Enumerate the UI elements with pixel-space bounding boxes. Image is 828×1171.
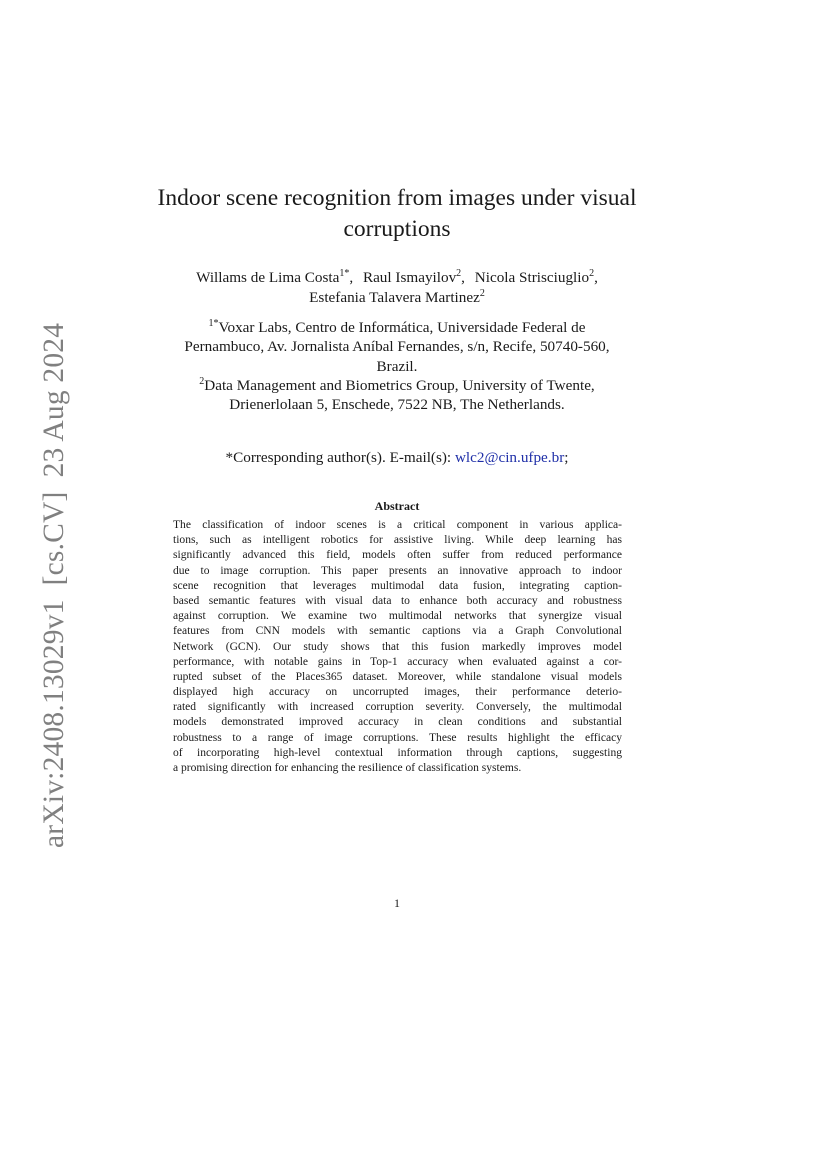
affiliation-mark: 1* xyxy=(208,318,219,329)
affiliation-line: Pernambuco, Av. Jornalista Aníbal Fernandes, s/n, Recife, 50740-560, xyxy=(184,338,610,356)
affiliation-line: Data Management and Biometrics Group, University of Twente, xyxy=(204,377,595,394)
abstract-line: rated significantly with increased corruption severity. Conversely, the multimodal xyxy=(173,701,622,714)
paper-title xyxy=(130,183,664,245)
corresponding-label: *Corresponding author(s). E-mail(s): xyxy=(225,449,452,466)
corresponding-author xyxy=(120,448,674,467)
arxiv-date: 23 Aug 2024 xyxy=(38,322,70,478)
author-affiliation-mark: 1* xyxy=(339,268,350,279)
abstract-line: models demonstrated improved accuracy in clean conditions and substantial xyxy=(173,716,622,729)
author-name: Estefania Talavera Martinez xyxy=(309,288,480,306)
page-number: 1 xyxy=(394,896,400,910)
abstract-line: rupted subset of the Places365 dataset. Moreover, while standalone visual models xyxy=(173,670,622,683)
author-name: Raul Ismayilov xyxy=(362,269,457,286)
abstract-line: scene recognition that leverages multimodal data fusion, integrating caption- xyxy=(173,579,622,592)
affiliation-1 xyxy=(120,318,674,376)
corresponding-suffix: ; xyxy=(564,449,569,466)
abstract-line: against corruption. We examine two multimodal networks that synergize visual xyxy=(173,610,622,623)
author-name: Willams de Lima Costa xyxy=(196,269,340,286)
abstract-line: The classification of indoor scenes is a critical component in various applica- xyxy=(173,519,622,531)
abstract-heading: Abstract xyxy=(374,499,420,513)
abstract-line: displayed high accuracy on uncorrupted images, their performance deterio- xyxy=(173,686,622,699)
arxiv-id: arXiv:2408.13029v1 xyxy=(38,599,70,848)
email-link[interactable]: wlc2@cin.ufpe.br xyxy=(454,449,565,466)
abstract-line: features from CNN models with semantic captions via a Graph Convolutional xyxy=(173,625,622,638)
abstract-line: robustness to a range of image corruptions. These results highlight the efficacy xyxy=(173,731,622,744)
abstract-line: significantly advanced this field, models often suffer from reduced performance xyxy=(173,549,622,562)
abstract-line: performance, with notable gains in Top-1 accuracy when evaluated against a cor- xyxy=(173,655,622,668)
author-list: Willams de Lima Costa$^{1*}$, Raul Ismayilov$^2$, Nicola Strisciuglio$^2$, Estefania Talavera Martinez$^2$ xyxy=(196,268,598,306)
abstract-line: Network (GCN). Our study shows that this fusion markedly improves model xyxy=(173,640,622,653)
arxiv-identifier-stamp xyxy=(38,323,71,848)
author-affiliation-mark: 2 xyxy=(479,287,485,299)
affiliation-line: Voxar Labs, Centro de Informática, Universidade Federal de xyxy=(218,319,586,336)
abstract-line: tions, such as intelligent robotics for assistive living. While deep learning has xyxy=(173,534,622,547)
arxiv-category: [cs.CV] xyxy=(38,491,70,586)
abstract-line: of incorporating high-level contextual information through captions, suggesting xyxy=(173,746,622,759)
title-line-1: Indoor scene recognition from images under visual xyxy=(157,185,637,211)
abstract-line: due to image corruption. This paper presents an innovative approach to indoor xyxy=(173,564,622,577)
affiliation-line: Drienerlolaan 5, Enschede, 7522 NB, The Netherlands. xyxy=(229,396,565,414)
affiliation-line: Brazil. xyxy=(376,357,418,375)
author-affiliation-mark: 2 xyxy=(589,268,595,279)
title-line-2: corruptions xyxy=(343,216,451,242)
abstract-body xyxy=(173,518,622,776)
abstract-line: based semantic features with visual data to enhance both accuracy and robustness xyxy=(173,594,622,607)
abstract-line: a promising direction for enhancing the resilience of classification systems. xyxy=(173,762,522,774)
affiliation-mark: 2 xyxy=(199,376,205,387)
affiliation-2 xyxy=(120,376,674,415)
author-affiliation-mark: 2 xyxy=(456,268,462,279)
author-name: Nicola Strisciuglio xyxy=(474,269,590,286)
